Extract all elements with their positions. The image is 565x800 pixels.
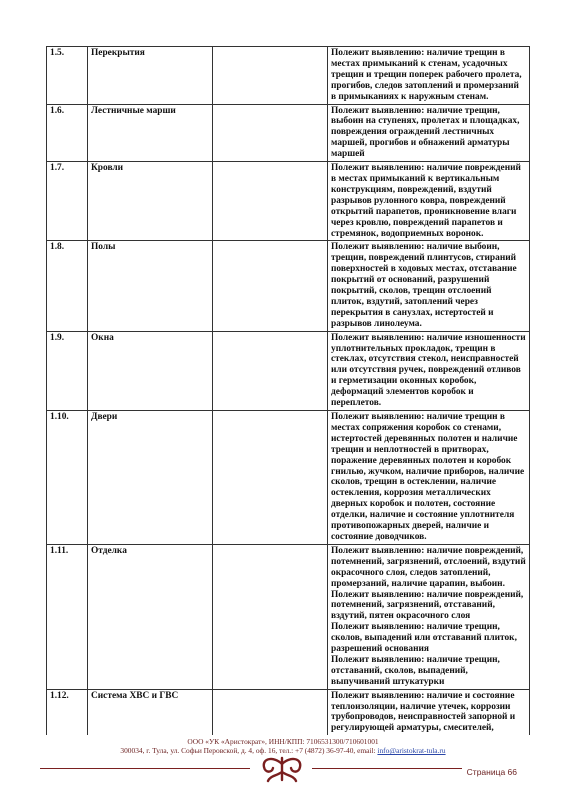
requirement-text: Полежит выявлению: наличие трещин, выбоин на ступенях, пролетах и площадках, повреждения ограждений лестничных маршей, прогибов и обнажений арматуры маршей xyxy=(331,105,520,160)
requirement-text: Полежит выявлению: наличие повреждений в местах примыканий к вертикальным конструкциям, повреждений, вздутий разрывов рулонного ковра, повреждений открытий парапетов, проникновение влаги через кровлю, повреждений парапетов и стремянок, водоприемных воронок. xyxy=(331,163,521,239)
element-name: Лестничные марши xyxy=(88,104,213,162)
requirements-cell xyxy=(328,241,530,331)
row-number: 1.6. xyxy=(47,104,88,162)
row-number: 1.10. xyxy=(47,411,88,545)
requirement-text: Полежит выявлению: наличие повреждений, потемнений, загрязнений, отслоений, вздутий окрасочного слоя, следов затоплений, промерзаний, наличие царапин, выбоин. xyxy=(331,545,526,589)
requirements-cell xyxy=(328,47,530,105)
empty-cell xyxy=(213,241,328,331)
requirements-cell xyxy=(328,544,530,689)
empty-cell xyxy=(213,689,328,735)
ornament-logo-icon xyxy=(256,754,308,784)
footer-company: ООО «УК «Аристократ», ИНН/КПП: 7106531300/710601001 xyxy=(187,737,379,746)
requirement-text: Полежит выявлению: наличие трещин, отставаний, сколов, выпадений, выпучиваний штукатурки xyxy=(331,654,500,687)
footer-divider-left xyxy=(40,768,250,769)
row-number: 1.8. xyxy=(47,241,88,331)
page-number: Страница 66 xyxy=(466,767,517,777)
table-row xyxy=(47,544,530,689)
element-name: Система ХВС и ГВС xyxy=(88,689,213,735)
table-row xyxy=(47,411,530,545)
requirements-cell xyxy=(328,162,530,241)
requirement-text: Полежит выявлению: наличие выбоин, трещин, повреждений плинтусов, стираний поверхностей в ходовых местах, отставание покрытий от оснований, разрушений покрытий, сколов, трещин отслоений плиток, вздутий, затоплений через перекрытия в санузлах, истертостей и разрывов линолеума. xyxy=(331,242,517,329)
requirements-cell xyxy=(328,689,530,735)
row-number: 1.12. xyxy=(47,689,88,735)
element-name: Кровли xyxy=(88,162,213,241)
table-row xyxy=(47,104,530,162)
table-row xyxy=(47,689,530,735)
requirements-cell xyxy=(328,104,530,162)
inspection-table xyxy=(46,46,530,735)
empty-cell xyxy=(213,104,328,162)
empty-cell xyxy=(213,331,328,410)
row-number: 1.9. xyxy=(47,331,88,410)
footer-email-link[interactable]: info@aristokrat-tula.ru xyxy=(377,746,446,755)
table-row xyxy=(47,331,530,410)
requirement-text: Полежит выявлению: наличие повреждений, потемнений, загрязнений, отставаний, вздутий, пятен окрасочного слоя xyxy=(331,589,524,622)
footer-divider-right xyxy=(312,768,462,769)
empty-cell xyxy=(213,162,328,241)
requirements-cell xyxy=(328,411,530,545)
row-number: 1.11. xyxy=(47,544,88,689)
table-row xyxy=(47,241,530,331)
element-name: Двери xyxy=(88,411,213,545)
requirement-text: Полежит выявлению: наличие трещин, сколов, выпадений или отставаний плиток, разрешений основания xyxy=(331,622,517,655)
footer-address: 300034, г. Тула, ул. Софьи Перовской, д. 4, оф. 16, тел.: +7 (4872) 36-97-40, email: xyxy=(120,746,378,755)
requirements-cell xyxy=(328,331,530,410)
empty-cell xyxy=(213,47,328,105)
empty-cell xyxy=(213,544,328,689)
row-number: 1.5. xyxy=(47,47,88,105)
element-name: Полы xyxy=(88,241,213,331)
empty-cell xyxy=(213,411,328,545)
element-name: Окна xyxy=(88,331,213,410)
element-name: Перекрытия xyxy=(88,47,213,105)
table-body xyxy=(47,47,530,736)
requirement-text: Полежит выявлению: наличие и состояние теплоизоляции, наличие утечек, коррозии трубопроводов, неисправностей запорной и регулирующей арматуры, смесителей, xyxy=(331,690,516,734)
table-row xyxy=(47,47,530,105)
element-name: Отделка xyxy=(88,544,213,689)
requirement-text: Полежит выявлению: наличие трещин в местах сопряжения коробок со стенами, истертостей деревянных полотен и наличие трещин и неплотностей в притворах, поражение деревянных полотен и коробок гнилью, жучком, наличие приборов, наличие сколов, трещин в остеклении, наличие остекления, коррозия металлических дверных коробок и полотен, состояние отделки, наличие и состояние уплотнителя противопожарных дверей, наличие и состояние доводчиков. xyxy=(331,412,525,542)
requirement-text: Полежит выявлению: наличие трещин в местах примыканий к стенам, усадочных трещин и трещин поперек рабочего пролета, прогибов, следов затоплений и промерзаний в примыканиях к наружным стенам. xyxy=(331,48,522,102)
row-number: 1.7. xyxy=(47,162,88,241)
table-row xyxy=(47,162,530,241)
requirement-text: Полежит выявлению: наличие изношенности уплотнительных прокладок, трещин в стеклах, отсутствия стекол, неисправностей или отсутствия ручек, повреждений отливов и герметизации оконных коробок, деформаций элементов коробок и переплетов. xyxy=(331,332,526,409)
